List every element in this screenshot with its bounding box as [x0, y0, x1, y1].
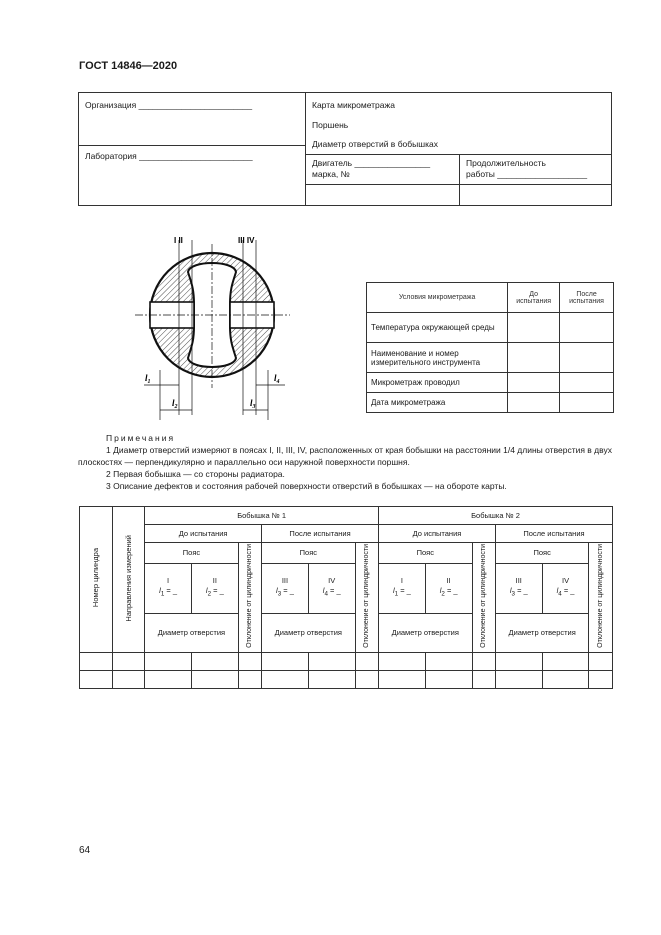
table-cell	[379, 652, 426, 670]
table-cell	[425, 652, 472, 670]
table-cell	[113, 652, 145, 670]
table-cell	[145, 652, 192, 670]
table-cell	[472, 670, 495, 688]
dim-l4: $l_4$	[274, 373, 280, 385]
belt-header: Пояс	[145, 543, 239, 564]
table-cell	[472, 652, 495, 670]
directions-header: Направления измерений	[113, 507, 145, 653]
notes	[78, 432, 618, 492]
table-cell	[238, 652, 261, 670]
duration-line: Продолжительность	[466, 158, 546, 168]
table-cell	[495, 670, 542, 688]
table-cell	[560, 313, 614, 343]
note-3: 3 Описание дефектов и состояния рабочей поверхности отверстий в бобышках — на обороте карты.	[106, 481, 507, 491]
table-cell	[262, 670, 309, 688]
header-card	[78, 92, 612, 206]
diameter-header: Диаметр отверстия	[379, 613, 473, 652]
header-row-line	[79, 145, 305, 146]
table-cell	[425, 670, 472, 688]
table-cell	[308, 652, 355, 670]
diameter-header: Диаметр отверстия	[495, 613, 589, 652]
engine-line: Двигатель ________________	[312, 158, 431, 168]
conditions-table	[366, 282, 614, 413]
deviation-header: Отклонение от цилиндричности	[589, 543, 613, 653]
table-cell	[80, 670, 113, 688]
table-cell	[508, 313, 560, 343]
condition-row-label: Температура окружающей среды	[367, 313, 508, 343]
organization-field: Организация ________________________	[85, 100, 253, 110]
table-cell	[355, 652, 378, 670]
zone-3: III $l_3$ = _	[262, 563, 309, 613]
dim-l1: $l_1$	[145, 373, 151, 385]
deviation-header: Отклонение от цилиндричности	[355, 543, 378, 653]
header-divider	[459, 154, 460, 206]
table-cell	[560, 343, 614, 373]
condition-row-label: Дата микрометража	[367, 393, 508, 413]
page-number: 64	[79, 845, 91, 856]
document-code: ГОСТ 14846—2020	[79, 60, 178, 72]
dim-l2: $l_2$	[172, 398, 178, 410]
table-cell	[191, 652, 238, 670]
zone-4: IV $l_4$ = _	[542, 563, 589, 613]
table-cell	[508, 393, 560, 413]
duration-field	[466, 158, 587, 180]
bore-name: Диаметр отверстий в бобышках	[312, 139, 438, 149]
after-header: После испытания	[495, 525, 612, 543]
zone-2: II $l_2$ = _	[425, 563, 472, 613]
zone-2: II $l_2$ = _	[191, 563, 238, 613]
table-cell	[560, 373, 614, 393]
note-1: 1 Диаметр отверстий измеряют в поясах I, II, III, IV, расположенных от края бобышки на расстоянии 1/4 длины отверстия в двух плоскостях — перпендикулярно и параллельно оси наружной поверхности поршня.	[78, 445, 612, 467]
condition-row-label: Наименование и номер измерительного инструмента	[367, 343, 508, 373]
after-col-header: После испытания	[560, 283, 614, 313]
deviation-header: Отклонение от цилиндричности	[472, 543, 495, 653]
zone-labels-left: I II	[174, 236, 183, 245]
table-cell	[145, 670, 192, 688]
table-cell	[308, 670, 355, 688]
boss1-header: Бобышка № 1	[145, 507, 379, 525]
part-name: Поршень	[312, 120, 349, 130]
table-cell	[508, 373, 560, 393]
note-2: 2 Первая бобышка — со стороны радиатора.	[106, 469, 285, 479]
zone-labels-right: III IV	[238, 236, 255, 245]
table-cell	[508, 343, 560, 373]
table-cell	[80, 652, 113, 670]
engine-model-line: марка, №	[312, 169, 350, 179]
table-cell	[379, 670, 426, 688]
diameter-header: Диаметр отверстия	[262, 613, 356, 652]
piston-boss-drawing	[130, 230, 300, 425]
boss2-header: Бобышка № 2	[379, 507, 613, 525]
table-cell	[113, 670, 145, 688]
zone-1: I $l_1$ = _	[379, 563, 426, 613]
zone-4: IV $l_4$ = _	[308, 563, 355, 613]
conditions-col-header: Условия микрометража	[367, 283, 508, 313]
notes-title: Примечания	[106, 433, 176, 443]
table-cell	[238, 670, 261, 688]
table-cell	[542, 670, 589, 688]
deviation-header: Отклонение от цилиндричности	[238, 543, 261, 653]
card-title: Карта микрометража	[312, 100, 395, 110]
belt-header: Пояс	[262, 543, 356, 564]
belt-header: Пояс	[495, 543, 589, 564]
table-cell	[262, 652, 309, 670]
table-cell	[355, 670, 378, 688]
table-cell	[495, 652, 542, 670]
duration-value-line: работы ___________________	[466, 169, 588, 179]
before-header: До испытания	[379, 525, 496, 543]
after-header: После испытания	[262, 525, 379, 543]
table-cell	[542, 652, 589, 670]
table-cell	[560, 393, 614, 413]
belt-header: Пояс	[379, 543, 473, 564]
zone-3: III $l_3$ = _	[495, 563, 542, 613]
diameter-header: Диаметр отверстия	[145, 613, 239, 652]
header-divider	[305, 93, 306, 205]
table-cell	[191, 670, 238, 688]
before-header: До испытания	[145, 525, 262, 543]
micrometer-table	[79, 506, 613, 689]
laboratory-field: Лаборатория ________________________	[85, 151, 253, 161]
before-col-header: До испытания	[508, 283, 560, 313]
table-cell	[589, 670, 613, 688]
dim-l3: $l_3$	[250, 398, 256, 410]
condition-row-label: Микрометраж проводил	[367, 373, 508, 393]
cyl-no-header: Номер цилиндра	[80, 507, 113, 653]
engine-field	[312, 158, 430, 180]
table-cell	[589, 652, 613, 670]
zone-1: I $l_1$ = _	[145, 563, 192, 613]
